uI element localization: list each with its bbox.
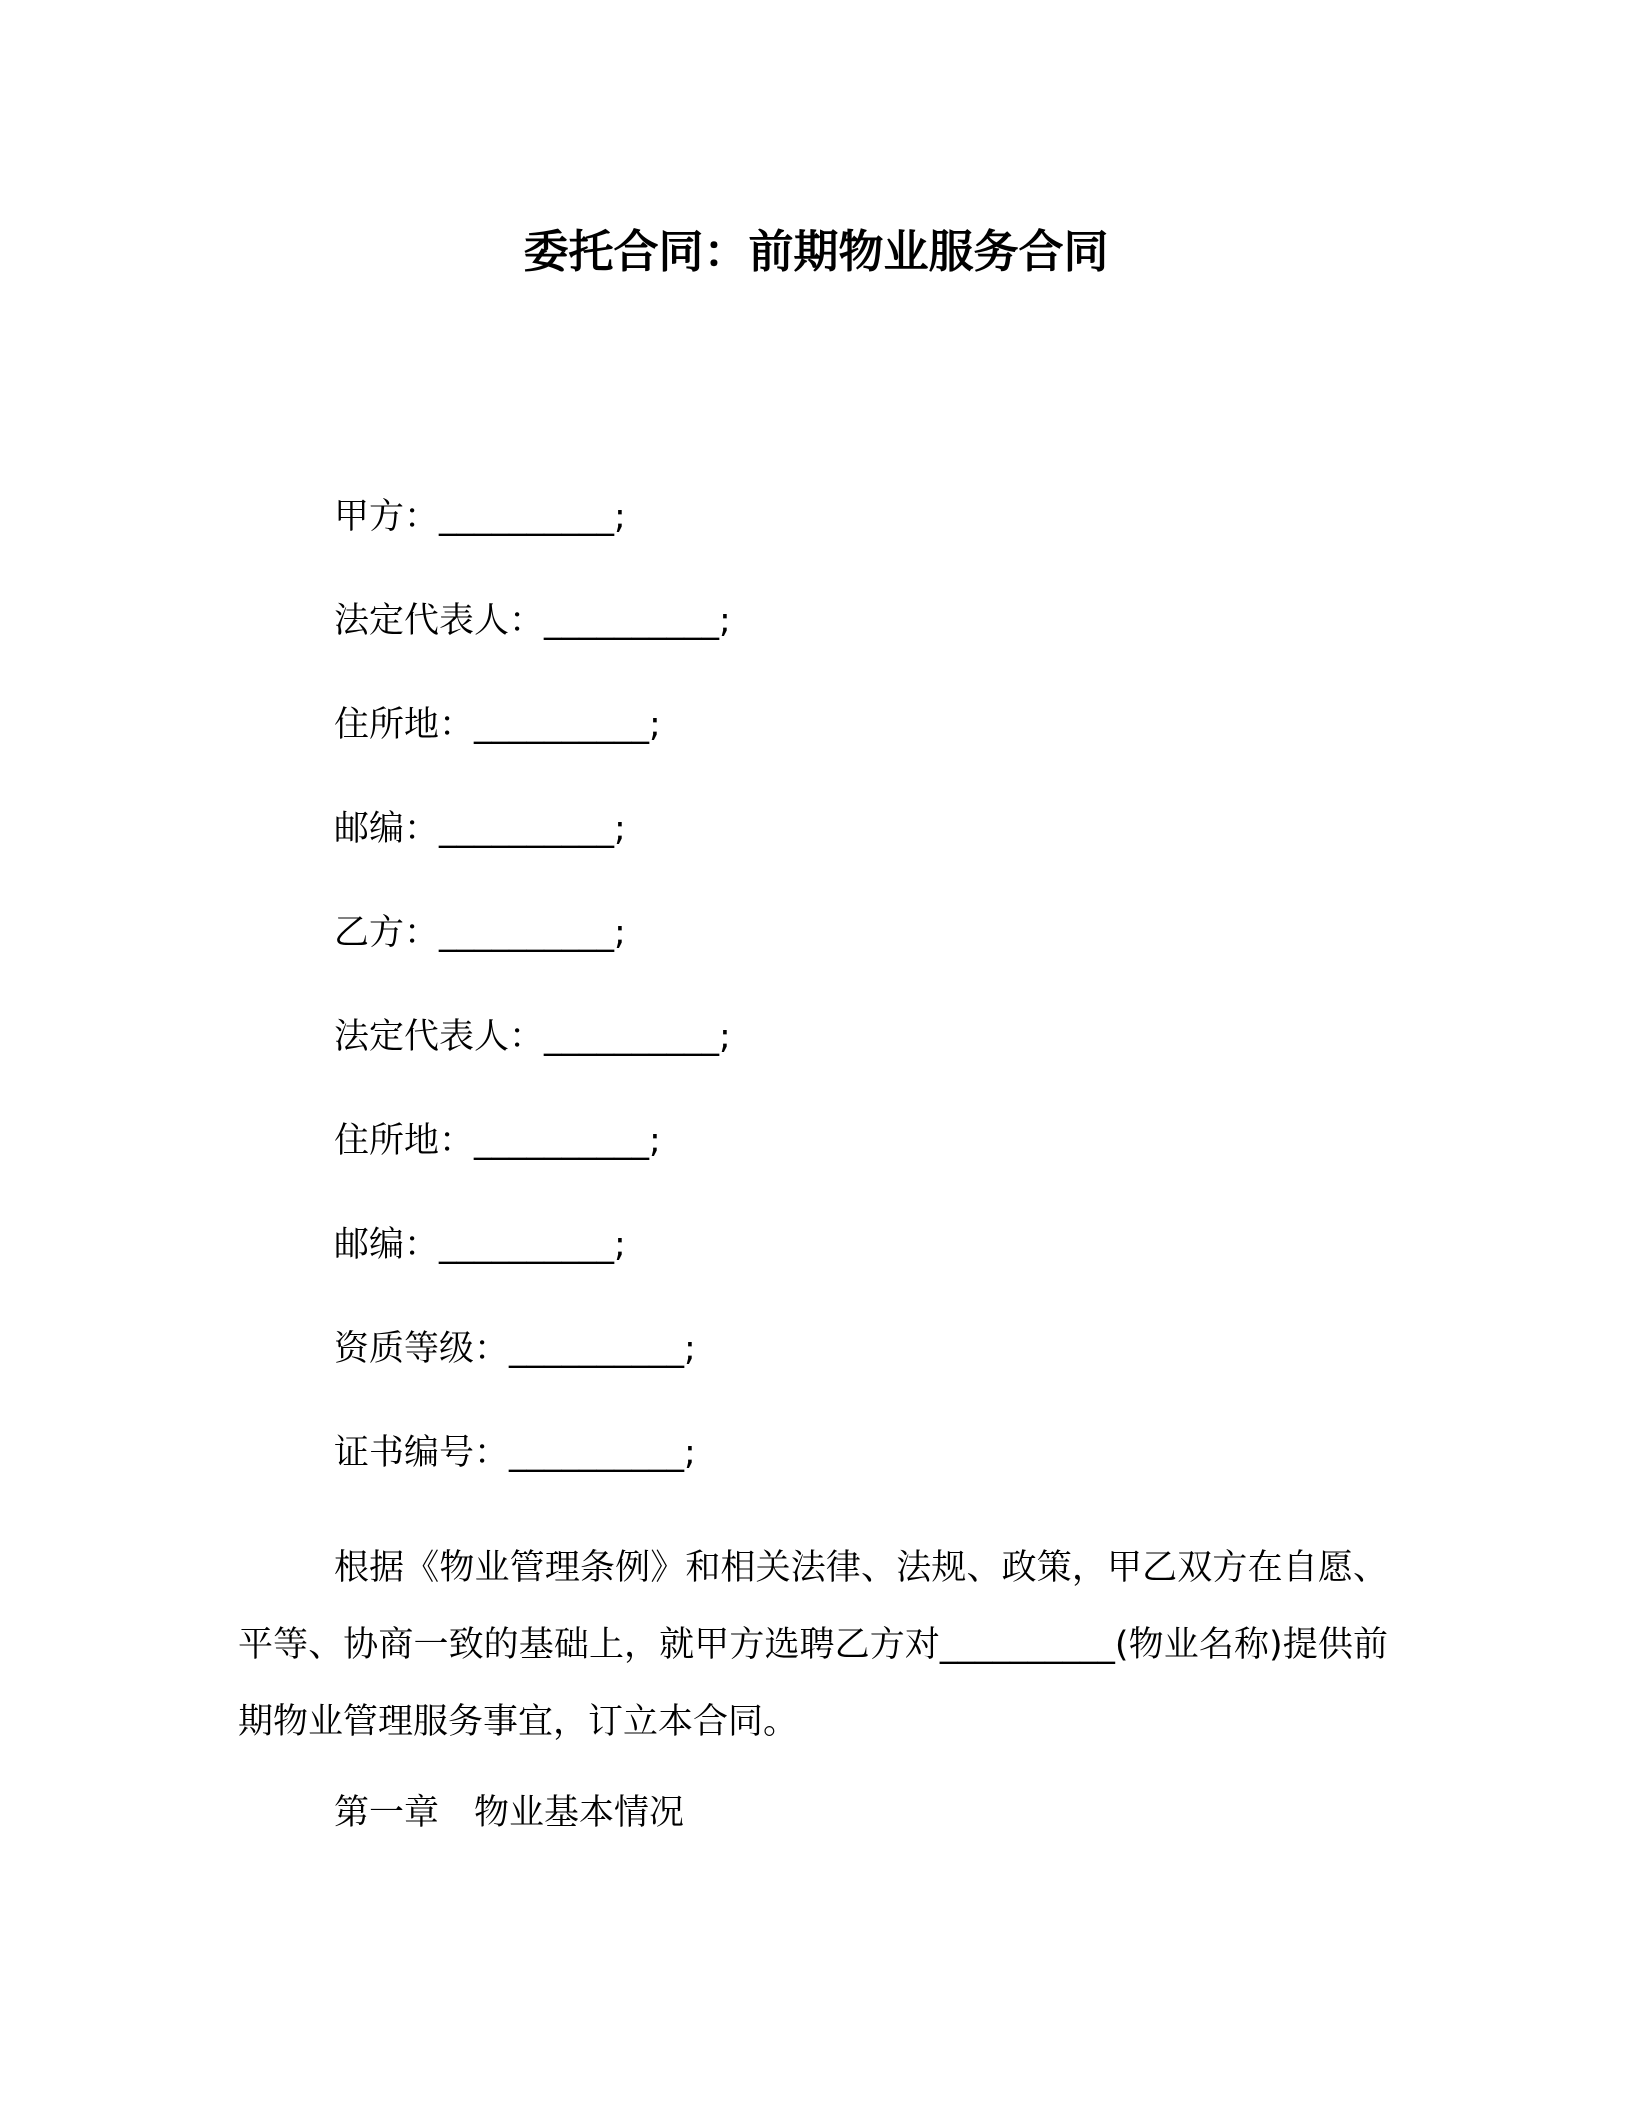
field-party-a-legal-rep (334, 596, 1434, 646)
field-blank: __________; (509, 1329, 696, 1369)
chapter-heading: 第一章 物业基本情况 (334, 1793, 685, 1833)
field-party-b-postcode (334, 1220, 1434, 1270)
field-blank: __________; (474, 705, 661, 745)
field-label: 甲方： (334, 497, 440, 537)
field-blank: __________; (439, 809, 626, 849)
field-blank: __________; (474, 1121, 661, 1161)
field-label: 乙方： (334, 913, 440, 953)
field-party-a (334, 492, 1434, 542)
field-blank: __________; (439, 913, 626, 953)
field-blank: __________; (439, 497, 626, 537)
field-blank: __________; (509, 1433, 696, 1473)
field-label: 资质等级： (334, 1329, 510, 1369)
field-certificate-number (334, 1428, 1434, 1478)
field-label: 邮编： (334, 1225, 440, 1265)
field-label: 证书编号： (334, 1433, 510, 1473)
field-blank: __________; (544, 601, 731, 641)
field-party-b (334, 908, 1434, 958)
field-party-a-postcode (334, 804, 1434, 854)
party-fields (334, 492, 1434, 1532)
field-label: 住所地： (334, 1121, 475, 1161)
field-party-b-legal-rep (334, 1012, 1434, 1062)
field-party-b-address (334, 1116, 1434, 1166)
field-blank: __________; (544, 1017, 731, 1057)
field-label: 法定代表人： (334, 1017, 545, 1057)
field-label: 邮编： (334, 809, 440, 849)
field-label: 法定代表人： (334, 601, 545, 641)
field-blank: __________; (439, 1225, 626, 1265)
field-party-a-address (334, 700, 1434, 750)
document-title: 委托合同：前期物业服务合同 (523, 225, 1109, 278)
field-qualification-level (334, 1324, 1434, 1374)
field-label: 住所地： (334, 705, 475, 745)
intro-paragraph: 根据《物业管理条例》和相关法律、法规、政策，甲乙双方在自愿、平等、协商一致的基础上，就甲方选聘乙方对__________(物业名称)提供前期物业管理服务事宜，订立本合同。 (238, 1548, 1388, 1742)
